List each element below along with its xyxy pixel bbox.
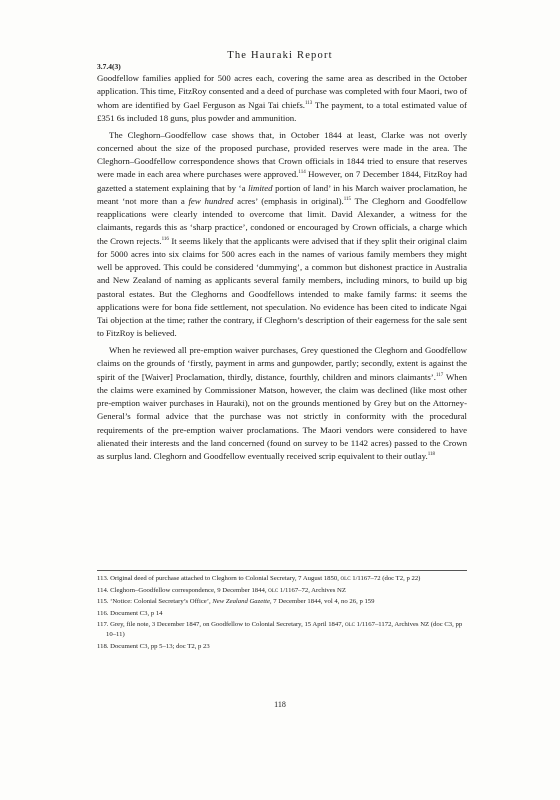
- emphasis-text: limited: [248, 182, 273, 193]
- page-number: 118: [274, 700, 286, 709]
- footnote-ref: 113: [304, 100, 313, 106]
- footnote-ref: 116: [161, 236, 169, 242]
- footnote-115: 115. ‘Notice: Colonial Secretary’s Office’, New Zealand Gazette, 7 December 1844, vol 4, no 26, p 159: [97, 598, 375, 605]
- paragraph-3: When he reviewed all pre-emption waiver purchases, Grey questioned the Cleghorn and Goodfellow claims on the grounds of ‘firstly, payment in arms and gunpowder, partly; secondly, extent is against the spirit of the [Waiver] Proclamation, thirdly, distance, fourthly, children and minors claimants’.$^{117}$ When the claims were examined by Commissioner Matson, however, the claim was declined (like most other pre-emption waiver purchases in Hauraki), not on the grounds mentioned by Grey but on the Attorney-General’s formal advice that the purchase was not strictly in conformity with the procedural requirements of the pre-emption waiver proclamations. The Maori vendors were considered to have alienated their interests and the land concerned (found on survey to be 1142 acres) passed to the Crown as surplus land. Cleghorn and Goodfellow eventually received scrip equivalent to their outlay.$^{118}$: [97, 345, 467, 461]
- footnote-117: 117. Grey, file note, 3 December 1847, on Goodfellow to Colonial Secretary, 15 April 1847, olc 1/1167–1172, Archives NZ (doc C3, pp 10–11): [97, 621, 463, 638]
- footnotes: [97, 574, 467, 653]
- small-caps-text: olc: [268, 586, 279, 594]
- footnote-113: 113. Original deed of purchase attached to Cleghorn to Colonial Secretary, 7 August 1850, olc 1/1167–72 (doc T2, p 22): [97, 575, 421, 582]
- emphasis-text: few hundred: [188, 195, 234, 206]
- footnote-ref: 114: [298, 170, 306, 176]
- footnote-ref: 115: [343, 196, 352, 202]
- footnote-116: 116. Document C3, p 14: [97, 609, 163, 617]
- paragraph-1: Goodfellow families applied for 500 acres each, covering the same area as described in the October application. This time, FitzRoy consented and a deed of purchase was completed with four Maori, two of whom are identified by Gael Ferguson as Ngai Tai chiefs.$^{113}$ The payment, to a total estimated value of £351 6s included 18 guns, plus powder and ammunition.: [97, 73, 467, 123]
- running-header-title: The Hauraki Report: [227, 50, 333, 61]
- small-caps-text: olc: [344, 621, 355, 628]
- body-text: [97, 72, 467, 463]
- emphasis-text: New Zealand Gazette: [212, 598, 270, 605]
- section-number: 3.7.4(3): [97, 62, 121, 71]
- footnote-ref: 118: [427, 452, 436, 457]
- footnote-ref: 117: [435, 372, 444, 378]
- footnote-118: 118. Document C3, pp 5–13; doc T2, p 23: [97, 642, 210, 650]
- small-caps-text: olc: [340, 575, 351, 582]
- paragraph-2: The Cleghorn–Goodfellow case shows that, in October 1844 at least, Clarke was not overly concerned about the size of the proposed purchase, provided reserves were made in the area. The Cleghorn–Goodfellow correspondence shows that Crown officials in 1844 tried to ensure that reserves were made in each area where purchases were approved.$^{114}$ However, on 7 December 1844, FitzRoy had gazetted a statement explaining that by ‘a limited portion of land’ in his March waiver proclamation, he meant ‘not more than a few hundred acres’ (emphasis in original).$^{115}$ The Cleghorn and Goodfellow reapplications were clearly intended to overcome that limit. David Alexander, a witness for the claimants, regards this as ‘sharp practice’, condoned or encouraged by Crown officials, a charge which the Crown rejects.$^{116}$ It seems likely that the applicants were advised that if they split their original claim for 5000 acres into six claims for 500 acres each in the names of various family members they might well be approved. This could be considered ‘dummying’, a common but dishonest practice in Australia and New Zealand of naming as applicants several family members, including minors, to build up big pastoral estates. But the Cleghorns and Goodfellows intended to make family farms: it seems the applications were for bona fide settlement, not speculation. No evidence has been cited to indicate Ngai Tai objection at the time; rather the contrary, if Cleghorn’s description of their eagerness for the sale sent to FitzRoy is believed.: [97, 129, 467, 339]
- footnote-divider: [97, 570, 467, 571]
- footnote-114: 114. Cleghorn–Goodfellow correspondence, 9 December 1844, olc 1/1167–72, Archives NZ: [97, 586, 346, 594]
